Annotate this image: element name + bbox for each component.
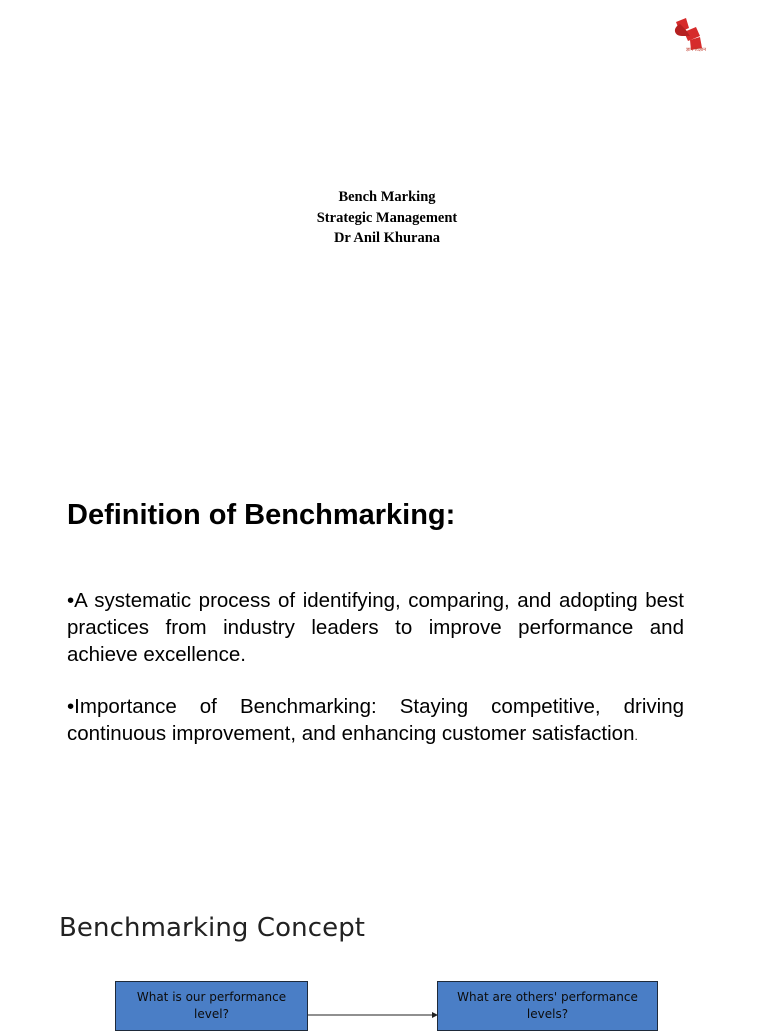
importance-bullet-end: .	[634, 729, 638, 743]
others-performance-line1: What are others' performance	[457, 990, 638, 1004]
our-performance-line2: level?	[194, 1007, 229, 1021]
course-name: Strategic Management	[316, 209, 458, 226]
author-name: Dr Anil Khurana	[333, 230, 441, 246]
concept-heading: Benchmarking Concept	[59, 913, 366, 943]
definition-heading: Definition of Benchmarking:	[67, 499, 456, 531]
our-performance-line1: What is our performance	[136, 990, 287, 1004]
document-title: Bench Marking	[338, 189, 436, 205]
others-performance-line2: levels?	[526, 1007, 569, 1021]
flow-arrow-icon	[308, 1010, 438, 1020]
importance-bullet-text: •Importance of Benchmarking: Staying competitive, driving continuous improvement, and enhancing customer satisfaction	[67, 695, 684, 745]
logo-caption: ज्ञान विज्ञान	[685, 47, 706, 53]
definition-bullet: •A systematic process of identifying, comparing, and adopting best practices from industry leaders to improve performance and achieve excellence.	[67, 589, 684, 666]
importance-bullet	[67, 693, 684, 750]
title-block	[0, 187, 768, 249]
